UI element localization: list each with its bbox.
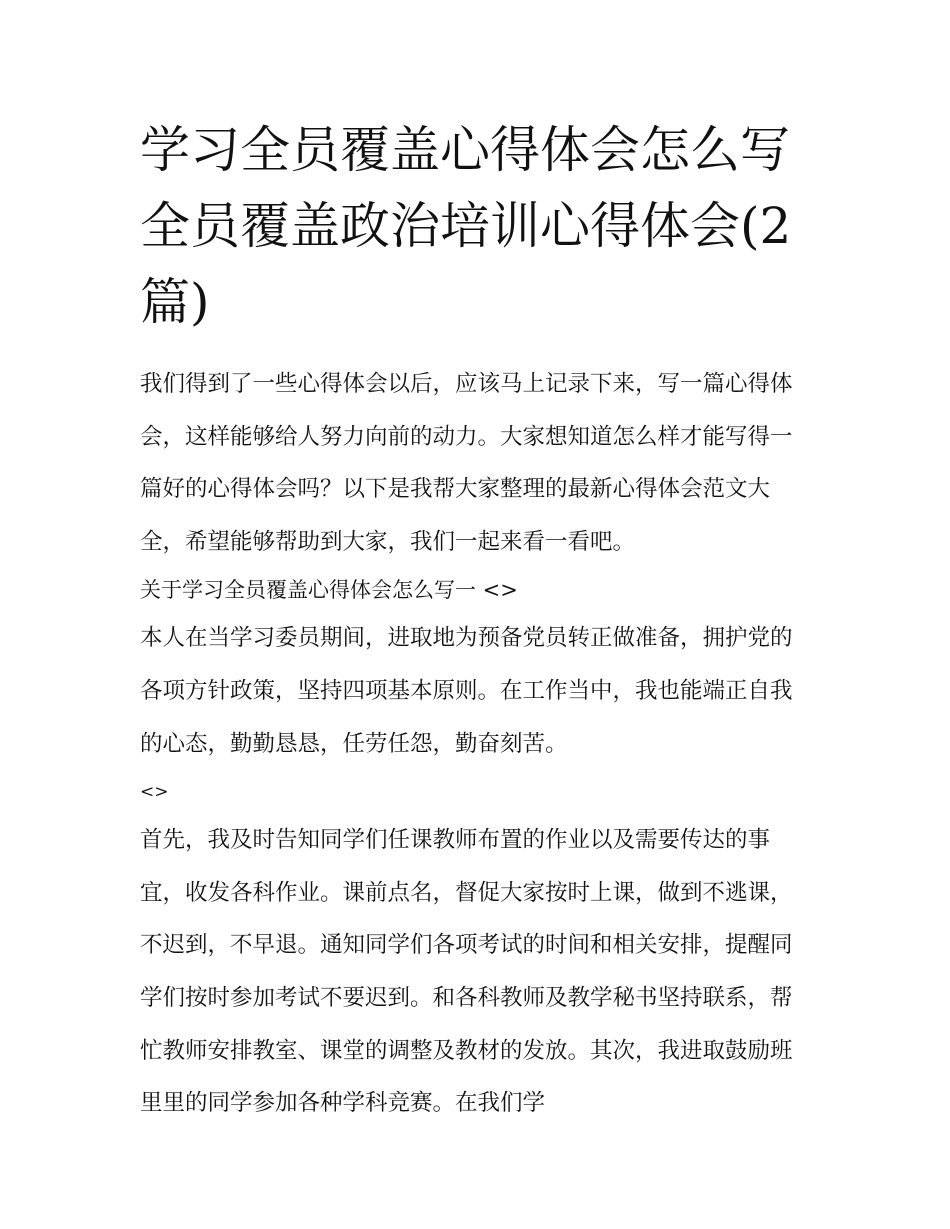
section-heading: 关于学习全员覆盖心得体会怎么写一 <> bbox=[140, 578, 518, 603]
body-paragraph-1: 本人在当学习委员期间，进取地为预备党员转正做准备，拥护党的各项方针政策，坚持四项基本原则。在工作当中，我也能端正自我的心态，勤勤恳恳，任劳任怨，勤奋刻苦。 bbox=[140, 625, 793, 757]
section-marker: <> bbox=[140, 782, 169, 803]
intro-paragraph: 我们得到了一些心得体会以后，应该马上记录下来，写一篇心得体会，这样能够给人努力向前的动力。大家想知道怎么样才能写得一篇好的心得体会吗？以下是我帮大家整理的最新心得体会范文大全，希望能够帮助到大家，我们一起来看一看吧。 bbox=[140, 371, 793, 555]
document-title: 学习全员覆盖心得体会怎么写全员覆盖政治培训心得体会(2篇) bbox=[140, 121, 792, 331]
body-paragraph-2: 首先，我及时告知同学们任课教师布置的作业以及需要传达的事宜，收发各科作业。课前点名，督促大家按时上课，做到不逃课，不迟到，不早退。通知同学们各项考试的时间和相关安排，提醒同学们按时参加考试不要迟到。和各科教师及教学秘书坚持联系，帮忙教师安排教室、课堂的调整及教材的发放。其次，我进取鼓励班里里的同学参加各种学科竞赛。在我们学 bbox=[140, 827, 793, 1117]
document-page bbox=[140, 112, 812, 1130]
